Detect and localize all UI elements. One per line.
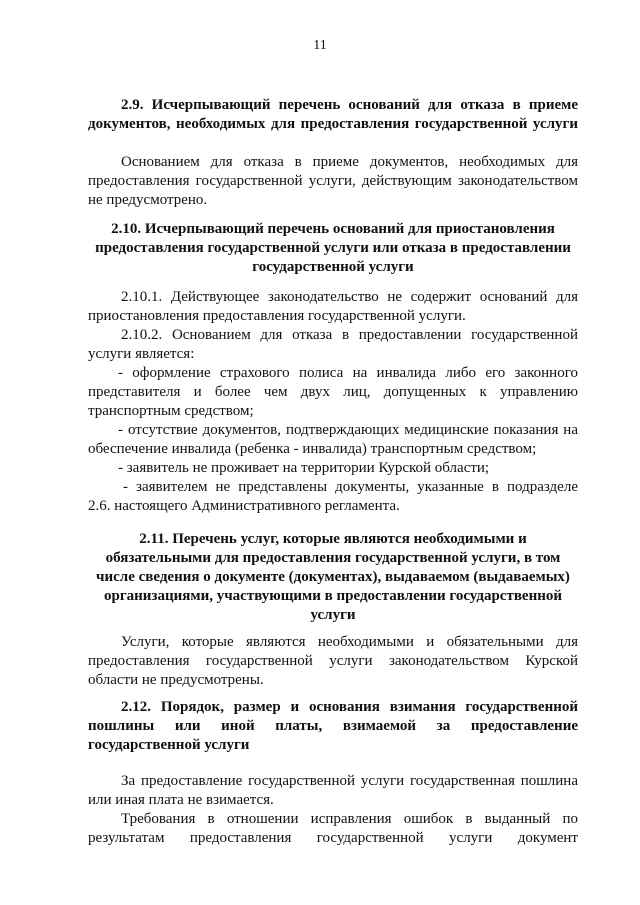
list-item-line: 2.6. настоящего Административного регламента. bbox=[88, 498, 400, 514]
section-2-11-body bbox=[88, 633, 578, 690]
heading-line: 2.9. Исчерпывающий перечень оснований для отказа в приеме bbox=[121, 97, 578, 113]
section-2-12-heading bbox=[88, 698, 578, 755]
section-2-9-heading bbox=[88, 96, 578, 134]
heading-line: организациями, участвующими в предоставлении государственной bbox=[103, 588, 563, 604]
heading-line: пошлины или иной платы, взимаемой за предоставление bbox=[88, 718, 578, 734]
heading-line: 2.11. Перечень услуг, которые являются необходимыми и bbox=[139, 531, 527, 547]
list-item-line: - заявитель не проживает на территории Курской области; bbox=[118, 460, 490, 476]
heading-line: 2.12. Порядок, размер и основания взимания государственной bbox=[121, 699, 578, 715]
heading-line: 2.10. Исчерпывающий перечень оснований для приостановления bbox=[111, 221, 555, 237]
paragraph-line: Услуги, которые являются необходимыми и обязательными для bbox=[121, 634, 578, 650]
paragraph-line: предоставления государственной услуги законодательством Курской bbox=[88, 653, 578, 669]
heading-line: государственной услуги bbox=[252, 259, 414, 275]
section-2-11-heading bbox=[88, 530, 578, 625]
paragraph-line: 2.10.1. Действующее законодательство не содержит оснований для bbox=[121, 289, 578, 305]
paragraph-line: области не предусмотрены. bbox=[88, 672, 264, 688]
paragraph-line: За предоставление государственной услуги государственная пошлина bbox=[121, 773, 578, 789]
list-item-line: - оформление страхового полиса на инвалида либо его законного bbox=[118, 365, 578, 381]
paragraph-line: Основанием для отказа в приеме документов, необходимых для bbox=[121, 154, 578, 170]
heading-line: числе сведения о документе (документах), выдаваемом (выдаваемых) bbox=[96, 569, 570, 585]
list-item-line: - заявителем не представлены документы, указанные в подразделе bbox=[123, 479, 578, 495]
heading-line: услуги bbox=[310, 607, 356, 623]
list-item-line: представителя и более чем двух лиц, допущенных к управлению bbox=[88, 384, 578, 400]
section-2-9-body bbox=[88, 153, 578, 210]
list-item-line: обеспечение инвалида (ребенка - инвалида) транспортным средством; bbox=[88, 441, 537, 457]
heading-line: предоставления государственной услуги или отказа в предоставлении bbox=[95, 240, 571, 256]
paragraph-line: или иная плата не взимается. bbox=[88, 792, 274, 808]
list-item-line: - отсутствие документов, подтверждающих медицинские показания на bbox=[118, 422, 578, 438]
paragraph-line: Требования в отношении исправления ошибок в выданный по bbox=[121, 811, 578, 827]
heading-line: государственной услуги bbox=[88, 737, 250, 753]
heading-line: обязательными для предоставления государственной услуги, в том bbox=[105, 550, 561, 566]
page-number: 11 bbox=[313, 38, 327, 53]
paragraph-line: 2.10.2. Основанием для отказа в предоставлении государственной bbox=[121, 327, 578, 343]
paragraph-line: предоставления государственной услуги, действующим законодательством bbox=[88, 173, 578, 189]
section-2-10-heading bbox=[88, 220, 578, 277]
heading-line: документов, необходимых для предоставления государственной услуги bbox=[88, 116, 578, 132]
section-2-10-body bbox=[88, 288, 578, 516]
paragraph-line: приостановления предоставления государственной услуги. bbox=[88, 308, 466, 324]
list-item-line: транспортным средством; bbox=[88, 403, 254, 419]
paragraph-line: услуги является: bbox=[88, 346, 195, 362]
section-2-12-body bbox=[88, 772, 578, 848]
paragraph-line: не предусмотрено. bbox=[88, 192, 208, 208]
paragraph-line: результатам предоставления государственной услуги документ bbox=[88, 830, 578, 846]
